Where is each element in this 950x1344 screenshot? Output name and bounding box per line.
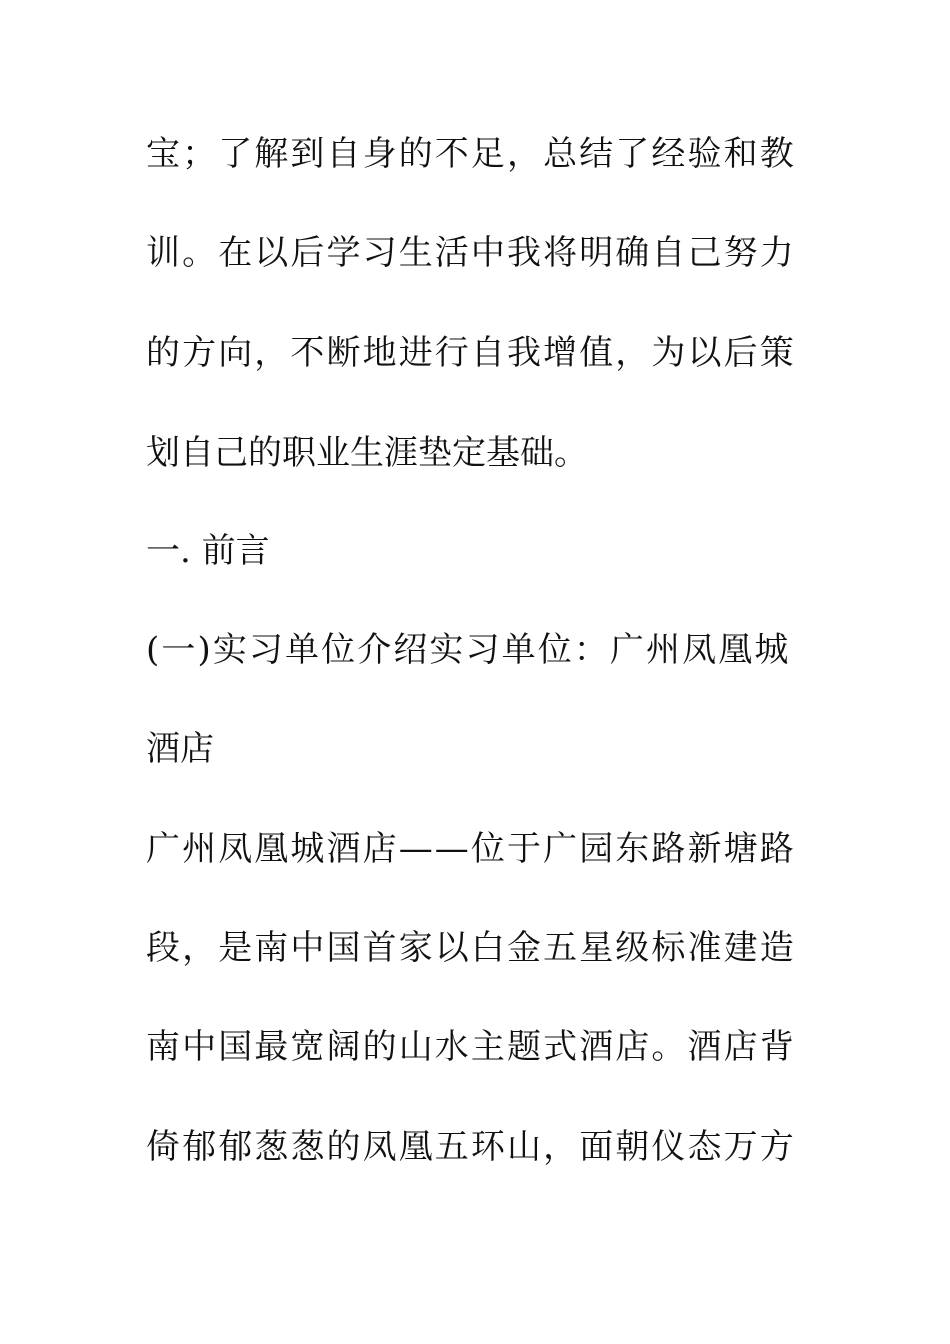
text-line-1: 宝；了解到自身的不足，总结了经验和教 — [146, 134, 796, 174]
text-line-8: 广州凤凰城酒店——位于广园东路新塘路 — [146, 829, 796, 869]
section-heading: 一. 前言 — [146, 531, 270, 571]
text-line-9: 段，是南中国首家以白金五星级标准建造 — [146, 928, 796, 968]
subsection-heading: (一)实习单位介绍实习单位：广州凤凰城 — [146, 630, 791, 670]
text-line-2: 训。在以后学习生活中我将明确自己努力 — [146, 233, 796, 273]
text-line-3: 的方向，不断地进行自我增值，为以后策 — [146, 333, 796, 373]
text-line-7: 酒店 — [146, 729, 214, 769]
text-line-11: 倚郁郁葱葱的凤凰五环山，面朝仪态万方 — [146, 1127, 796, 1167]
text-line-4: 划自己的职业生涯垫定基础。 — [146, 433, 588, 473]
text-line-10: 南中国最宽阔的山水主题式酒店。酒店背 — [146, 1027, 796, 1067]
